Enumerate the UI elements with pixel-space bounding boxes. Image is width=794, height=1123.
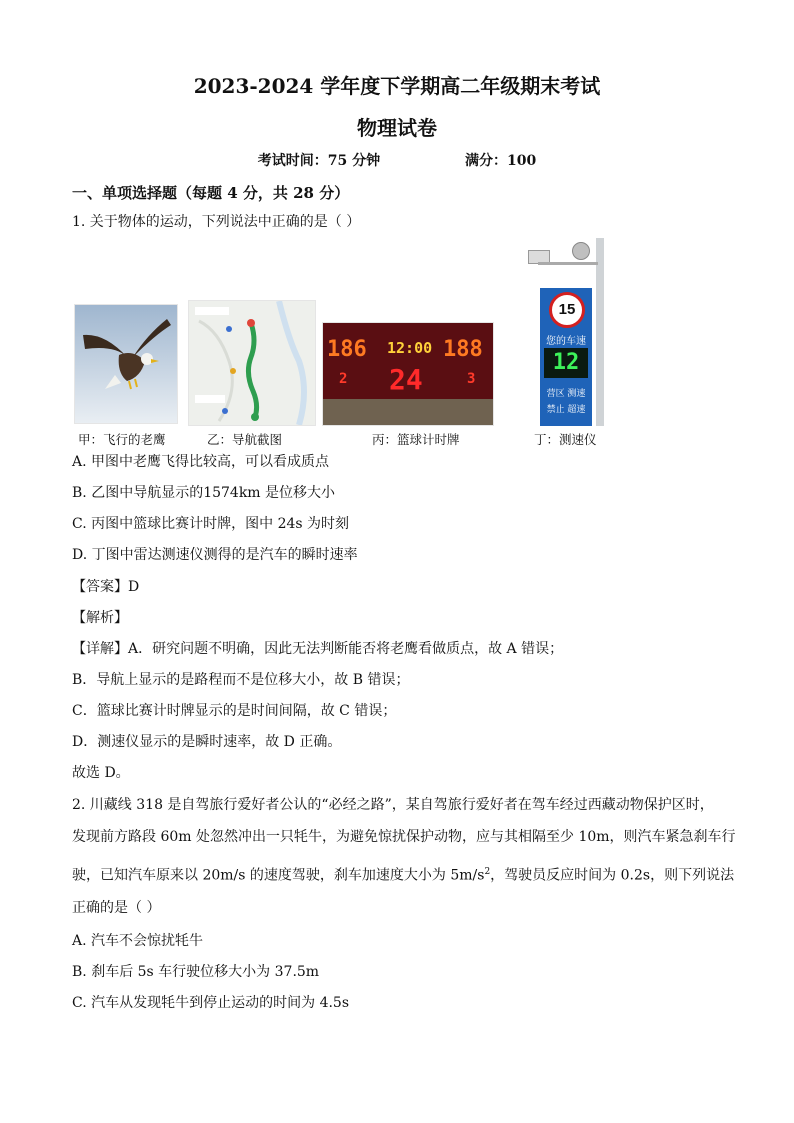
scoreboard-wall [323,399,493,425]
sign-text-line3: 禁止 超速 [546,405,586,415]
scoreboard-home-fouls: 2 [339,371,348,387]
q2-stem-line3b: ，驾驶员反应时间为 0.2s，则下列说法 [490,867,735,884]
caption-navigation: 乙：导航截图 [207,432,283,447]
full-score: 满分：100 [465,153,537,169]
scoreboard-away-fouls: 3 [467,371,476,387]
exam-time: 考试时间：75 分钟 [257,153,381,169]
q1-stem: 1. 关于物体的运动，下列说法中正确的是（ ） [72,214,361,230]
exam-title: 2023-2024 学年度下学期高二年级期末考试 [193,74,601,98]
sign-pole [596,238,604,426]
q1-detail-1: 【详解】A．研究问题不明确，因此无法判断能否将老鹰看做质点，故 A 错误； [72,641,564,657]
speed-detector-image [522,238,606,426]
q2-stem-line3a: 驶，已知汽车原来以 20m/s 的速度驾驶，刹车加速度大小为 5m/s [72,867,485,884]
section-title: 一、单项选择题（每题 4 分，共 28 分） [72,184,350,202]
eagle-illustration [75,305,177,423]
q1-detail-4: D．测速仪显示的是瞬时速率，故 D 正确。 [72,734,342,750]
scoreboard-home-score: 186 [327,337,367,362]
q1-conclusion: 故选 D。 [72,765,130,781]
q2-stem-line3 [72,862,734,886]
map-illustration [189,301,315,425]
camera-arm [538,262,598,265]
caption-eagle: 甲：飞行的老鹰 [78,432,166,447]
speed-limit-sign: 15 [549,292,585,328]
exam-info [0,150,794,170]
scoreboard-clock: 12:00 [387,339,433,357]
q1-analysis-label: 【解析】 [72,610,128,626]
scoreboard-image [322,322,494,426]
q1-option-b: B. 乙图中导航显示的1574km 是位移大小 [72,485,336,501]
eagle-image [74,304,178,424]
q1-answer: 【答案】D [72,579,140,595]
shot-clock: 24 [389,363,423,396]
caption-scoreboard: 丙：篮球计时牌 [372,432,460,447]
q1-option-c: C. 丙图中篮球比赛计时牌，图中 24s 为时刻 [72,516,350,532]
subject-title: 物理试卷 [357,116,437,140]
q1-option-a: A. 甲图中老鹰飞得比较高，可以看成质点 [72,454,330,470]
q2-option-a: A. 汽车不会惊扰牦牛 [72,933,204,949]
q1-detail-2: B．导航上显示的是路程而不是位移大小，故 B 错误； [72,672,410,688]
q1-detail-3: C．篮球比赛计时牌显示的是时间间隔，故 C 错误； [72,703,397,719]
dome-camera-icon [572,242,590,260]
navigation-map-image [188,300,316,426]
q1-option-d: D. 丁图中雷达测速仪测得的是汽车的瞬时速率 [72,547,358,563]
q2-option-c: C. 汽车从发现牦牛到停止运动的时间为 4.5s [72,995,350,1011]
speed-display: 12 [544,348,588,378]
q2-stem-line1: 2. 川藏线 318 是自驾旅行爱好者公认的“必经之路”，某自驾旅行爱好者在驾车经过西藏动物保护区时， [72,797,714,813]
q2-stem-line2: 发现前方路段 60m 处忽然冲出一只牦牛，为避免惊扰保护动物，应与其相隔至少 10m，则汽车紧急刹车行 [72,829,736,845]
sign-text-line2: 营区 测速 [546,389,586,399]
speed-sign-board [540,288,592,426]
q2-option-b: B. 刹车后 5s 车行驶位移大小为 37.5m [72,964,320,980]
q2-stem-line4: 正确的是（ ） [72,900,161,916]
scoreboard-away-score: 188 [443,337,483,362]
q2-stem-sup: 2 [484,867,491,877]
caption-speed-detector: 丁：测速仪 [534,432,597,447]
sign-text-your-speed: 您的车速 [546,336,586,347]
